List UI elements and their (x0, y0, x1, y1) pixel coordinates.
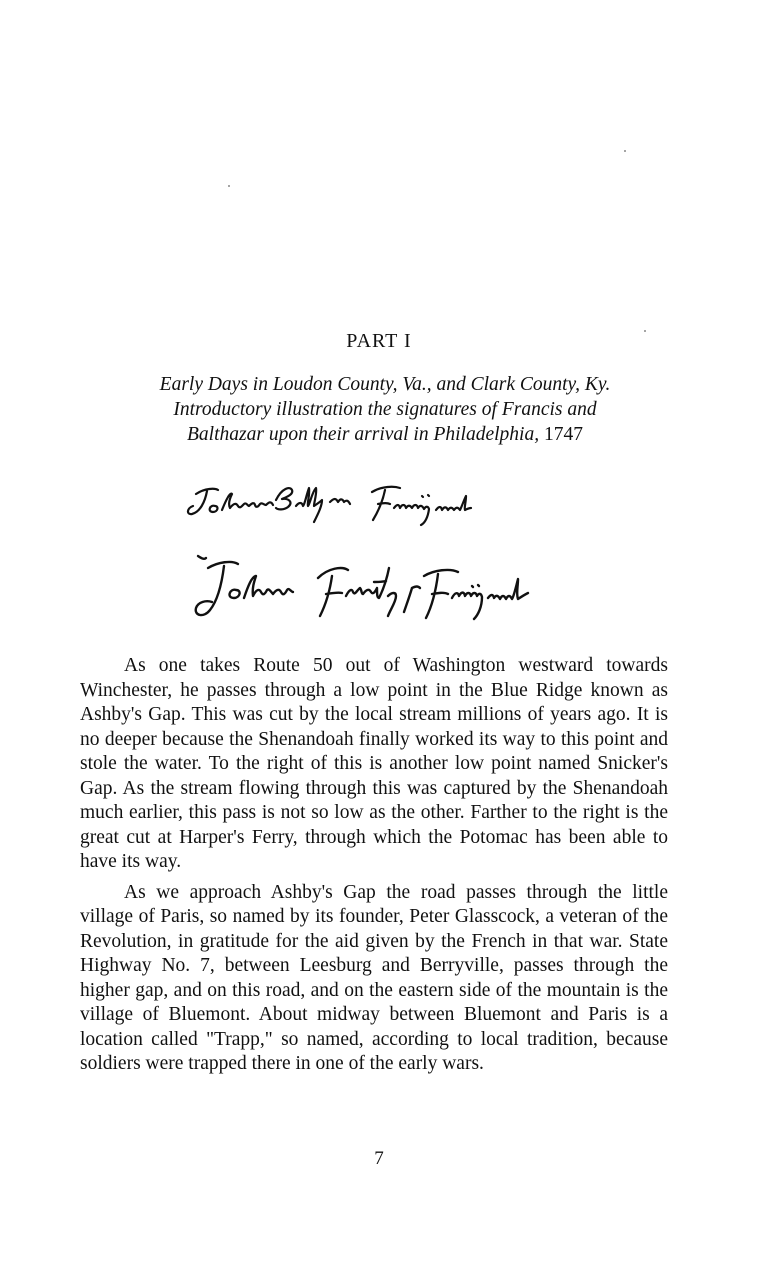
subtitle-year: 1747 (543, 424, 583, 445)
subtitle-line-2: Introductory illustration the signatures of Francis and (173, 399, 597, 420)
part-title: PART I (346, 330, 412, 352)
paragraph: As we approach Ashby's Gap the road passes through the little village of Paris, so named by its founder, Peter Glasscock, a veteran of the Revolution, in gratitude for the aid given by the French in that war. State Highway No. 7, between Leesburg and Berryville, passes through the higher gap, and on this road, and on the eastern side of the mountain is the village of Bluemont. About midway between Bluemont and Paris is a location called "Trapp," so named, according to local tradition, because soldiers were trapped there in one of the early wars. (80, 881, 668, 1074)
scan-speck (228, 185, 230, 187)
signature-johann-balthasar (0, 470, 758, 530)
signature-johann-frantz (0, 548, 758, 633)
subtitle-line-3-text: Balthazar upon their arrival in Philadelphia, (187, 424, 540, 445)
page-number: 7 (374, 1148, 384, 1169)
part-subtitle (90, 372, 680, 447)
body-text (80, 654, 668, 1083)
subtitle-line-1: Early Days in Loudon County, Va., and Clark County, Ky. (159, 374, 611, 395)
subtitle-line-3 (90, 422, 680, 447)
scan-speck (624, 150, 626, 152)
paragraph: As one takes Route 50 out of Washington westward towards Winchester, he passes through a low point in the Blue Ridge known as Ashby's Gap. This was cut by the local stream millions of years ago. It is no deeper because the Shenandoah finally worked its way to this point and stole the water. To the right of this is another low point named Snicker's Gap. As the stream flowing through this was captured by the Shenandoah much earlier, this pass is not so low as the other. Farther to the right is the great cut at Harper's Ferry, through which the Potomac has been able to have its way. (80, 655, 668, 872)
